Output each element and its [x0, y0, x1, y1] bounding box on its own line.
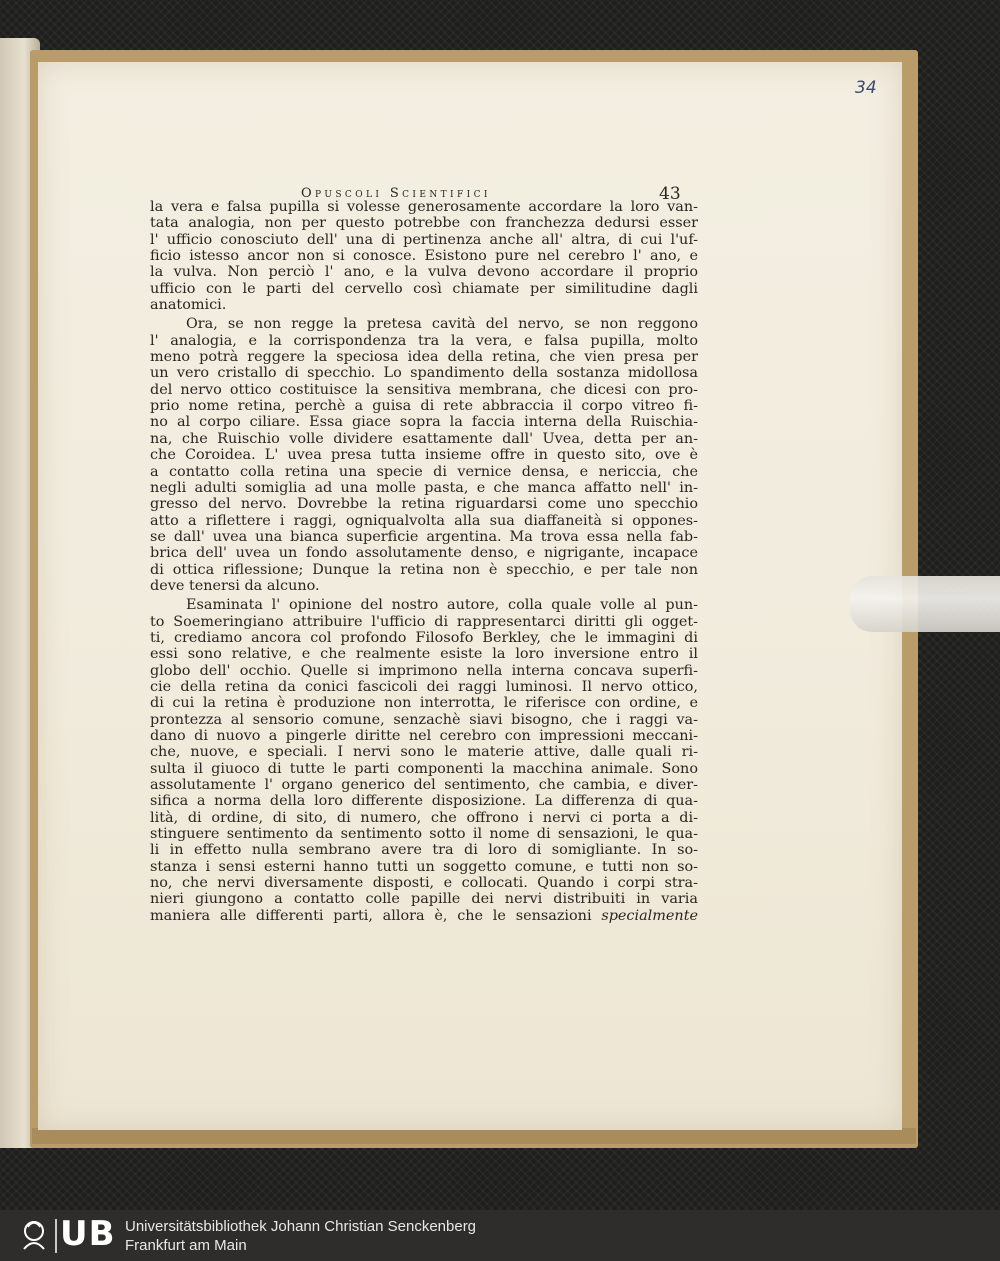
- text-line: negli adulti somiglia ad una molle pasta, e che manca affatto nell' in-: [150, 479, 698, 496]
- text-line: di ottica riflessione; Dunque la retina non è specchio, e per tale non: [150, 561, 698, 578]
- text-line: no al corpo ciliare. Essa giace sopra la faccia interna della Ruischia-: [150, 414, 698, 431]
- text-line: ti, crediamo ancora col profondo Filosofo Berkley, che le immagini di: [150, 629, 698, 646]
- text-line-italic-word: specialmente: [601, 907, 698, 924]
- text-line: stinguere sentimento da sentimento sotto il nome di sensazioni, le qua-: [150, 826, 698, 843]
- text-line: assolutamente l' organo generico del sentimento, che cambia, e diver-: [150, 777, 698, 794]
- text-line: essi sono relative, e che realmente esiste la loro inversione entro il: [150, 646, 698, 663]
- text-line: nieri giungono a contatto colle papille dei nervi distribuiti in varia: [150, 891, 698, 908]
- text-line: na, che Ruischio volle dividere esattamente dall' Uvea, detta per an-: [150, 430, 698, 447]
- text-line: un vero cristallo di specchio. Lo spandimento della sostanza midollosa: [150, 365, 698, 382]
- text-line: li in effetto nulla sembrano avere tra di loro di somigliante. In so-: [150, 842, 698, 859]
- text-line: che Coroidea. L' uvea presa tutta insieme offre in questo sito, ove è: [150, 447, 698, 464]
- page-number: 43: [659, 184, 681, 204]
- text-line: anatomici.: [150, 297, 227, 314]
- text-line: ficio istesso ancor non si conosce. Esistono pure nel cerebro l' ano, e: [150, 248, 698, 265]
- text-line: che, nuove, e speciali. I nervi sono le materie attive, dalle quali ri-: [150, 744, 698, 761]
- folio-mark: 34: [855, 78, 877, 98]
- text-line: meno potrà reggere la speciosa idea della retina, che vien presa per: [150, 349, 698, 366]
- text-line: l' ufficio conosciuto dell' una di pertinenza anche all' altra, di cui l'uf-: [150, 231, 698, 248]
- text-line: atto a riflettere i raggi, ogniqualvolta alla sua diaffaneità si oppones-: [150, 512, 698, 529]
- text-line: cie della retina da conici fascicoli dei raggi luminosi. Il nervo ottico,: [150, 678, 698, 695]
- institution-city: Frankfurt am Main: [125, 1237, 247, 1254]
- text-line: l' analogia, e la corrispondenza tra la vera, e falsa pupilla, molto: [150, 332, 698, 349]
- page-marker-tab: [850, 576, 1000, 632]
- text-line: se dall' uvea una bianca superficie argentina. Ma trova essa nella fab-: [150, 528, 698, 545]
- running-head-text: Opuscoli Scientifici: [301, 186, 491, 201]
- text-line: Esaminata l' opinione del nostro autore, colla quale volle al pun-: [186, 597, 698, 614]
- text-line: maniera alle differenti parti, allora è, che le sensazioni specialmente: [150, 907, 698, 924]
- text-line: lità, di ordine, di sito, di numero, che offrono i nervi ci porta a di-: [150, 809, 698, 826]
- text-line: no, che nervi diversamente disposti, e collocati. Quando i corpi stra-: [150, 875, 698, 892]
- body-text: [150, 199, 698, 924]
- text-line: Ora, se non regge la pretesa cavità del nervo, se non reggono: [186, 316, 698, 333]
- text-line: del nervo ottico costituisce la sensitiva membrana, che dicesi con pro-: [150, 381, 698, 398]
- text-line: la vulva. Non perciò l' ano, e la vulva devono accordare il proprio: [150, 264, 698, 281]
- text-line: deve tenersi da alcuno.: [150, 577, 320, 594]
- page-bottom-edge: [32, 1128, 916, 1144]
- text-line: a contatto colla retina una specie di vernice densa, e nericcia, che: [150, 463, 698, 480]
- institution-name: Universitätsbibliothek Johann Christian Senckenberg: [125, 1218, 477, 1235]
- text-line: prio nome retina, perchè a guisa di rete abbraccia il corpo vitreo fi-: [150, 398, 698, 415]
- text-line: tata analogia, non per questo potrebbe con franchezza dedursi esser: [150, 215, 698, 232]
- text-line: ufficio con le parti del cervello così chiamate per similitudine dagli: [150, 280, 698, 297]
- text-line: sulta il giuoco di tutte le parti componenti la macchina animale. Sono: [150, 760, 698, 777]
- text-line: to Soemeringiano attribuire l'ufficio di rappresentarci diritti gli ogget-: [150, 613, 698, 630]
- text-line: la vera e falsa pupilla si volesse generosamente accordare la loro van-: [150, 199, 698, 215]
- text-line: dano di nuovo a pingerle diritte nel cerebro con impressioni meccani-: [150, 728, 698, 744]
- text-line: brica dell' uvea un fondo assolutamente denso, e nigrigante, incapace: [150, 545, 698, 562]
- text-line: sifica a norma della loro differente disposizione. La differenza di qua-: [150, 793, 698, 810]
- library-logo-text: UB: [60, 1214, 116, 1254]
- text-line: gresso del nervo. Dovrebbe la retina riguardarsi come uno specchio: [150, 496, 698, 513]
- text-line: di cui la retina è produzione non interrotta, le riferisce con ordine, e: [150, 695, 698, 712]
- text-line: prontezza al sensorio comune, senzachè siavi bisogno, che i raggi va-: [150, 711, 698, 728]
- text-line: globo dell' occhio. Quelle si imprimono nella interna concava superfi-: [150, 662, 698, 679]
- text-line: stanza i sensi esterni hanno tutti un soggetto comune, e tutti non so-: [150, 858, 698, 875]
